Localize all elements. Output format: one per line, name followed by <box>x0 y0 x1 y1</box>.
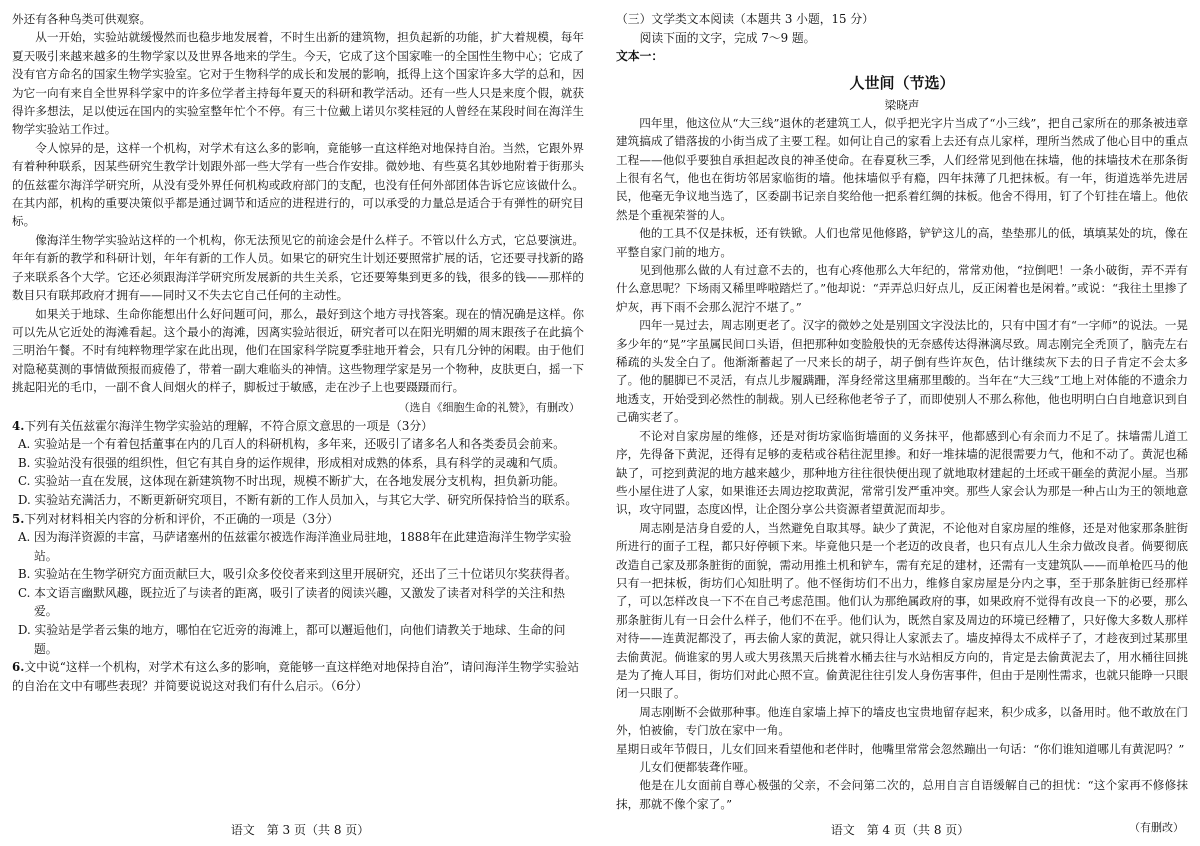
option-b: B. 实验站没有很强的组织性，但它有其自身的运作规律，形成相对成熟的体系，具有科学的灵魂和气质。 <box>18 455 566 470</box>
page-footer-left: 语文 第 3 页（共 8 页） <box>230 823 370 837</box>
option-b: B. 实验站在生物学研究方面贡献巨大，吸引众多佼佼者来到这里开展研究，还出了三十位诺贝尔奖获得者。 <box>18 567 577 582</box>
question-6 <box>12 658 584 695</box>
text-label: 文本一： <box>616 49 664 64</box>
right-page <box>600 0 1200 846</box>
question-stem: 下列对材料相关内容的分析和评价，不正确的一项是（3分） <box>24 511 339 526</box>
passage-paragraph: 见到他那么做的人有过意不去的，也有心疼他那么大年纪的，常常劝他，“拉倒吧！一条小破街，弄不弄有什么意思呢？下场雨又稀里哗啦踏烂了。”他却说：“弄弄总归好点儿，反正闲着也是闲着。”或说：“我往土里掺了炉灰，再下雨不会那么泥泞不堪了。” <box>616 263 1188 314</box>
page-footer-right: 语文 第 4 页（共 8 页） <box>830 823 970 837</box>
passage-paragraph: 他是在儿女面前自尊心极强的父亲，不会问第二次的，总用自言自语缓解自己的担忧：“这个家再不修修抹抹，那就不像个家了。” <box>616 778 1188 811</box>
passage-paragraph: 星期日或年节假日，儿女们回来看望他和老伴时，他嘴里常常会忽然蹦出一句话：“你们谁知道哪儿有黄泥吗？” <box>616 741 1185 756</box>
passage-paragraph: 令人惊异的是，这样一个机构，对学术有这么多的影响，竟能够一直这样绝对地保持自治。当然，它跟外界有着种种联系，因某些研究生教学计划跟外部一些大学有一些合作安排。微妙地、有些莫名其妙地附着于街那头的伍兹霍尔海洋学研究所，从没有受外界任何机构或政府部门的支配，也没有任何外部团体告诉它应该做什么。在其内部，机构的重要决策似乎都是通过调节和适应的进程进行的，可以承受的力量总是适合于有弹性的研究目标。 <box>12 140 584 229</box>
question-5 <box>12 510 584 659</box>
instruction-text: 阅读下面的文字，完成 7～9 题。 <box>639 30 816 45</box>
question-number: 6. <box>12 660 25 675</box>
passage-source: （选自《细胞生命的礼赞》，有删改） <box>398 400 580 414</box>
question-4 <box>12 417 584 510</box>
option-a: A. 实验站是一个有着包括董事在内的几百人的科研机构，多年来，还吸引了诸多名人和各类委员会前来。 <box>18 437 565 452</box>
option-a: A. 因为海洋资源的丰富，马萨诸塞州的伍兹霍尔被选作海洋渔业局驻地，1888年在此建造海洋生物学实验站。 <box>18 530 572 563</box>
article-author: 梁晓声 <box>884 97 920 112</box>
question-number: 4. <box>12 418 25 433</box>
option-d: D. 实验站充满活力，不断更新研究项目，不断有新的工作人员加入，与其它大学、研究所保持恰当的联系。 <box>18 492 578 507</box>
passage-paragraph: 他的工具不仅是抹板，还有铁锨。人们也常见他修路，铲铲这儿的高，垫垫那儿的低，填填某处的坑，像在平整自家门前的地方。 <box>616 226 1188 259</box>
option-d: D. 实验站是学者云集的地方，哪怕在它近旁的海滩上，都可以邂逅他们，向他们请教关于地球、生命的问题。 <box>18 623 566 656</box>
question-stem: 文中说“这样一个机构，对学术有这么多的影响，竟能够一直这样绝对地保持自治”，请问海洋生物学实验站的自治在文中有哪些表现？并简要说说这对我们有什么启示。（6分） <box>12 660 580 693</box>
article-title: 人世间（节选） <box>849 73 955 92</box>
left-passage <box>12 10 584 397</box>
passage-paragraph: 儿女们便都装聋作哑。 <box>639 760 756 774</box>
passage-paragraph: 如果关于地球、生命你能想出什么好问题可问，那么，最好到这个地方寻找答案。现在的情况确是这样。你可以先从它近处的海滩看起。这个最小的海滩，因离实验站很近，研究者可以在阳光明媚的周末跟孩子在此搞个三明治午餐。不时有纯粹物理学家在此出现，他们在国家科学院夏季驻地开着会，只有几分钟的闲暇。由于他们对隐秘莫测的事情做预报而疲倦了，带着一副大难临头的神情。这些物理学家是另一个物种，皮肤更白，摇一下挑起阳光的毛巾，一副不食人间烟火的样子，脚板过于敏感，走在沙子上也要蹑蹑而行。 <box>12 306 584 395</box>
passage-paragraph: 四年里，他这位从“大三线”退休的老建筑工人，似乎把光字片当成了“小三线”，把自己家所在的那条被违章建筑搞成了错落拔的小街当成了主要工程。如何让自己的家看上去还有点儿家样，理所当然成了他心目中的重点工程——他似乎要独自承担起改良的神圣使命。在春夏秋三季，人们经常见到他在抹墙，他的抹墙技术在那条街上很有名气，他也在街坊邻居家临街的墙。他抹墙似乎有瘾，四年抹薄了几把抹板。有一年，街道选举先进居民，他毫无争议地当选了，区委副书记亲自奖给他一把系着红绸的抹板。他舍不得用，钉了个钉挂在墙上。他依然是个重视荣誉的人。 <box>616 115 1188 222</box>
section-heading: （三）文学类文本阅读（本题共 3 小题，15 分） <box>616 12 874 26</box>
passage-paragraph: 周志刚是洁身自爱的人，当然避免自取其辱。缺少了黄泥，不论他对自家房屋的维修，还是对他家那条脏街所进行的面子工程，都只好停顿下来。毕竟他只是一个老迈的改良者，也只有点儿人生余力做改良者。倘要彻底改造自己家及那条脏街的面貌，需动用推土机和铲车，需有充足的建材，还需有一支建筑队——而单枪匹马的他只有一把抹板，街坊们心知肚明了。他不怪街坊们不出力，维修自家房屋是分内之事，至于那条脏街已经那样了，可以怎样改良一下不在自己考虑范围。他们认为那绝属政府的事，如果政府不觉得有改良一下的必要，那么那条脏街儿有一日会什么样子，他们不在乎。他们认为，既然自家及周边的环境已经糟了，只好像大多数人那样对待——连黄泥都没了，再去偷人家的黄泥，就只得让人家派去了。墙皮掉得太不成样子了，才趁夜到过某那里去偷黄泥。倘谁家的男人或大男孩黑天后挑着水桶去往与水站相反方向的，肯定是去偷黄泥去了，用水桶往回挑是为了掩人耳目，街坊们对此心照不宣。偷黄泥往往引发人身伤害事件，但由于是刚性需求，也就只能睁一只眼闭一只眼了。 <box>616 520 1188 701</box>
passage-paragraph: 四年一晃过去，周志刚更老了。汉字的微妙之处是别国文字没法比的，只有中国才有“一字师”的说法。一晃多少年的“晃”字虽属民间口头语，但把那种如变脸般快的无奈感传达得淋漓尽致。周志刚完全秃顶了，脑壳左右稀疏的头发全白了。他渐渐蓄起了一尺来长的胡子，胡子倒有些许灰色，估计继续灰下去的日子肯定不会太多了。他的腿脚已不灵活，有点儿步履蹒跚，浑身经常这里痛那里酸的。当年在“大三线”工地上对体能的不遗余力地透支，开始受到必然性的制裁。别人已经称他老爷子了，而即使别人不那么称他，他也明明白白自地意识到自己确实老了。 <box>616 318 1188 425</box>
option-c: C. 本文语言幽默风趣，既拉近了与读者的距离，吸引了读者的阅读兴趣，又激发了读者对科学的关注和热爱。 <box>18 585 565 619</box>
passage-paragraph: 像海洋生物学实验站这样的一个机构，你无法预见它的前途会是什么样子。不管以什么方式，它总要演进。年年有新的教学和科研计划，年年有新的工作人员。如果它的研究生计划还要照常扩展的话，它还要寻找新的路子来联系各个大学。它还必须跟海洋学研究所发展新的共生关系，它还要筹集到更多的钱，很多的钱——那样的数目只有联邦政府才拥有——同时又不失去它自己任何的主动性。 <box>12 232 584 303</box>
passage-paragraph: 从一开始，实验站就缓慢然而也稳步地发展着，不时生出新的建筑物，担负起新的功能，扩大着规模，每年夏天吸引来越来越多的生物学家以及世界各地来的学生。今天，它成了这个国家唯一的全国性生物中心；它成了没有官方命名的国家生物学实验室。它对于生物科学的成长和发展的影响，抵得上这个国家许多大学的总和，因为它一向有来自全世界科学家中的许多位学者主持每年夏天的科研和教学活动。还有一些人只是来度个假，就获得许多想法，足以使远在国内的实验室整年忙个不停。有三十位戴上诺贝尔奖桂冠的人曾经在某段时间在海洋生物学实验站工作过。 <box>12 30 584 137</box>
question-number: 5. <box>12 511 25 526</box>
passage-paragraph: 不论对自家房屋的维修，还是对街坊家临街墙面的义务抹平，他都感到心有余而力不足了。抹墙需儿道工序，先得备下黄泥，还得有足够的麦秸或谷秸往泥里掺。和好一堆抹墙的泥很需要力气，他和不动了。黄泥也稀缺了，可挖到黄泥的地方越来越少，那种地方往往很快便出现了就地取材建起的土坯或干砸垒的黄泥小屋。当那些小屋住进了人家，如果谁还去周边挖取黄泥，常常引发严重冲突。那些人家会认为那是一种占山为王的领地意识，攻守同盟，态度凶悍，让企图分享公共资源者望黄泥而却步。 <box>616 428 1188 517</box>
question-stem: 下列有关伍兹霍尔海洋生物学实验站的理解，不符合原文意思的一项是（3分） <box>24 418 433 433</box>
passage-paragraph: 周志刚断不会做那种事。他连自家墙上掉下的墙皮也宝贵地留存起来，积少成多，以备用时。他不敢放在门外，怕被偷，专门放在家中一角。 <box>616 704 1188 738</box>
abridged-note: （有删改） <box>1129 821 1184 835</box>
option-c: C. 实验站一直在发展，这体现在新建筑物不时出现，规模不断扩大，在各地发展分支机构，担负新功能。 <box>18 474 565 489</box>
passage-paragraph: 外还有各种鸟类可供观察。 <box>12 12 152 26</box>
right-passage <box>616 114 1188 813</box>
